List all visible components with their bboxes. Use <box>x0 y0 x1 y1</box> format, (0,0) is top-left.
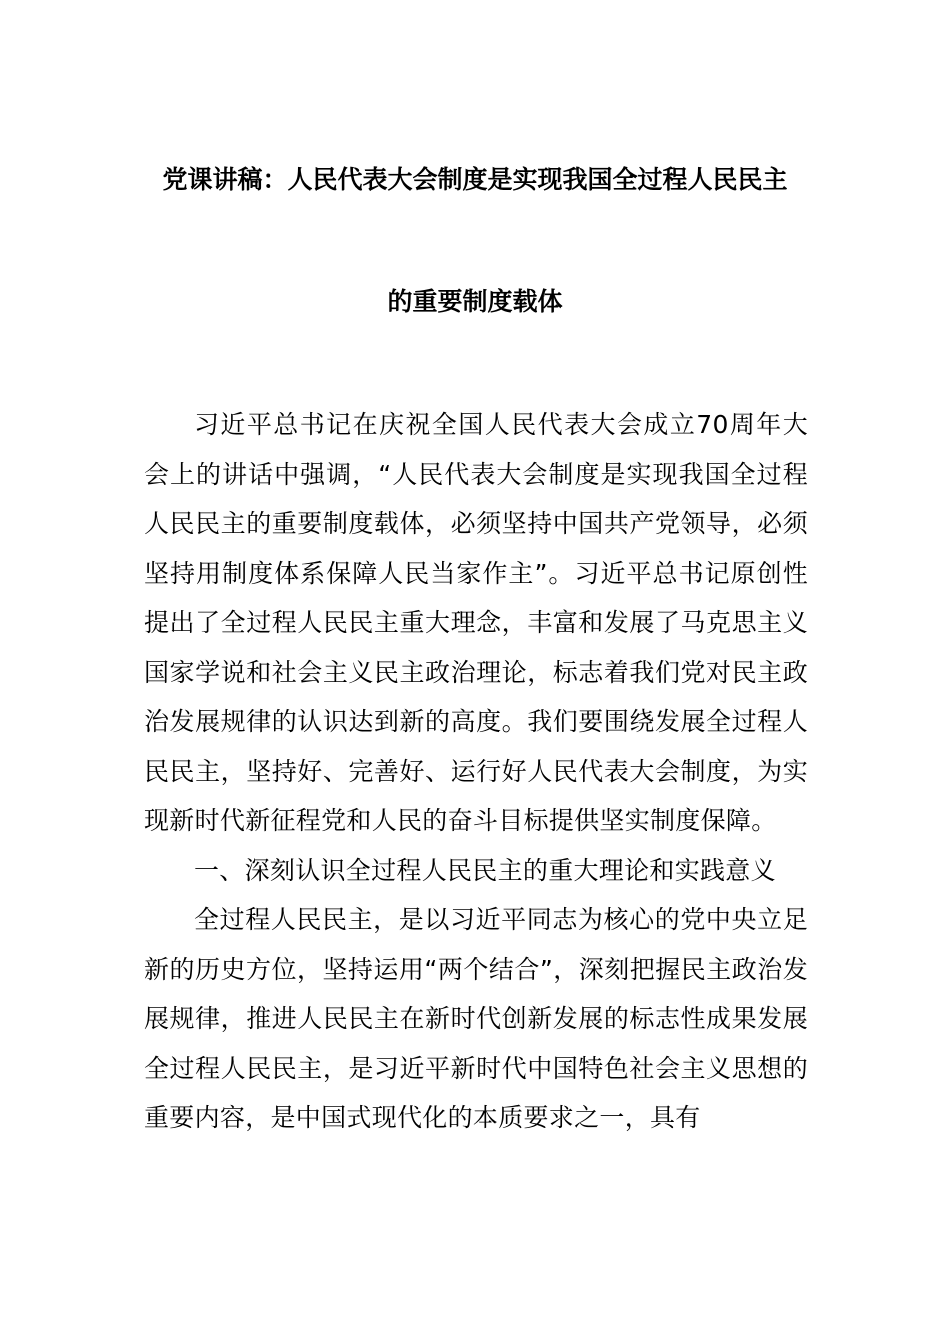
document-title-line-1: 党课讲稿：人民代表大会制度是实现我国全过程人民民主 <box>162 165 788 194</box>
paragraph-intro: 习近平总书记在庆祝全国人民代表大会成立70周年大会上的讲话中强调，“人民代表大会制度是实现我国全过程人民民主的重要制度载体，必须坚持中国共产党领导，必须坚持用制度体系保障人民当家作主”。习近平总书记原创性提出了全过程人民民主重大理念，丰富和发展了马克思主义国家学说和社会主义民主政治理论，标志着我们党对民主政治发展规律的认识达到新的高度。我们要围绕发展全过程人民民主，坚持好、完善好、运行好人民代表大会制度，为实现新时代新征程党和人民的奋斗目标提供坚实制度保障。 <box>144 410 808 835</box>
section-heading-1: 一、深刻认识全过程人民民主的重大理论和实践意义 <box>194 855 776 885</box>
paragraph-section-1: 全过程人民民主，是以习近平同志为核心的党中央立足新的历史方位，坚持运用“两个结合”，深刻把握民主政治发展规律，推进人民民主在新时代创新发展的标志性成果发展全过程人民民主，是习近平新时代中国特色社会主义思想的重要内容，是中国式现代化的本质要求之一，具有 <box>144 905 808 1132</box>
document-title-line-2: 的重要制度载体 <box>387 287 563 316</box>
document-body <box>144 400 808 1143</box>
